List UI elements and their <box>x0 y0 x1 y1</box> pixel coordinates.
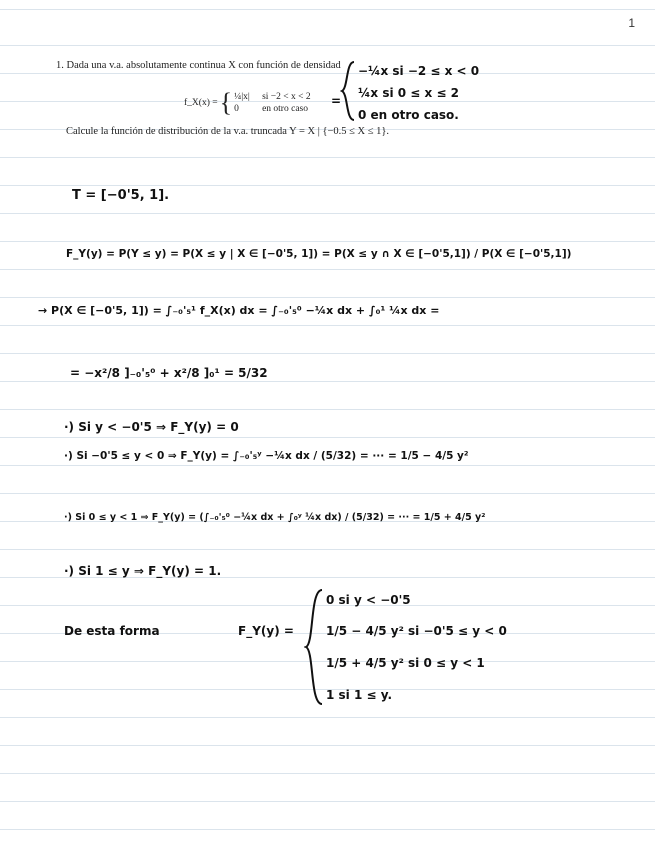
hw-conclusion-label: De esta forma <box>64 624 160 638</box>
hw-piece-4: 1 si 1 ≤ y. <box>326 688 392 702</box>
hw-conclusion-lhs: F_Y(y) = <box>238 624 294 638</box>
density-lhs: f_X(x) = <box>184 98 218 108</box>
hw-brace-icon <box>340 60 356 122</box>
hw-piece-2: 1/5 − 4/5 y² si −0'5 ≤ y < 0 <box>326 624 507 638</box>
hw-equals: = <box>331 94 342 108</box>
page-number: 1 <box>628 16 635 30</box>
hw-case-1: ·) Si y < −0'5 ⇒ F_Y(y) = 0 <box>64 420 239 434</box>
density-row1-value: ¼|x| <box>234 92 250 102</box>
hw-support-line: T = [−0'5, 1]. <box>72 188 170 203</box>
hw-cdf-definition: F_Y(y) = P(Y ≤ y) = P(X ≤ y | X ∈ [−0'5, 1]) = P(X ≤ y ∩ X ∈ [−0'5,1]) / P(X ∈ [−0'5,1]) <box>66 248 572 260</box>
hw-case-3: ·) Si 0 ≤ y < 1 ⇒ F_Y(y) = (∫₋₀'₅⁰ −¼x dx + ∫₀ʸ ¼x dx) / (5/32) = ··· = 1/5 + 4/5 y² <box>64 512 486 523</box>
hw-piecewise-brace-icon <box>304 588 324 706</box>
hw-probability-result: = −x²/8 ]₋₀'₅⁰ + x²/8 ]₀¹ = 5/32 <box>70 366 268 380</box>
hw-density-row1: −¼x si −2 ≤ x < 0 <box>358 64 480 78</box>
brace-icon: { <box>219 88 233 117</box>
density-row1-condition: si −2 < x < 2 <box>262 92 311 102</box>
hw-piece-1: 0 si y < −0'5 <box>326 593 411 607</box>
hw-density-row3: 0 en otro caso. <box>358 108 459 122</box>
hw-case-2: ·) Si −0'5 ≤ y < 0 ⇒ F_Y(y) = ∫₋₀'₅ʸ −¼x dx / (5/32) = ··· = 1/5 − 4/5 y² <box>64 450 469 462</box>
density-row2-value: 0 <box>234 104 239 114</box>
hw-probability-integral: → P(X ∈ [−0'5, 1]) = ∫₋₀'₅¹ f_X(x) dx = ∫₋₀'₅⁰ −¼x dx + ∫₀¹ ¼x dx = <box>38 304 440 317</box>
hw-piece-3: 1/5 + 4/5 y² si 0 ≤ y < 1 <box>326 656 485 670</box>
density-row2-condition: en otro caso <box>262 104 308 114</box>
density-definition <box>184 90 311 116</box>
task-statement: Calcule la función de distribución de la v.a. truncada Y = X | {−0.5 ≤ X ≤ 1}. <box>66 126 390 137</box>
hw-density-row2: ¼x si 0 ≤ x ≤ 2 <box>358 86 460 100</box>
hw-case-4: ·) Si 1 ≤ y ⇒ F_Y(y) = 1. <box>64 564 222 578</box>
problem-statement: 1. Dada una v.a. absolutamente continua X con función de densidad <box>56 60 341 71</box>
